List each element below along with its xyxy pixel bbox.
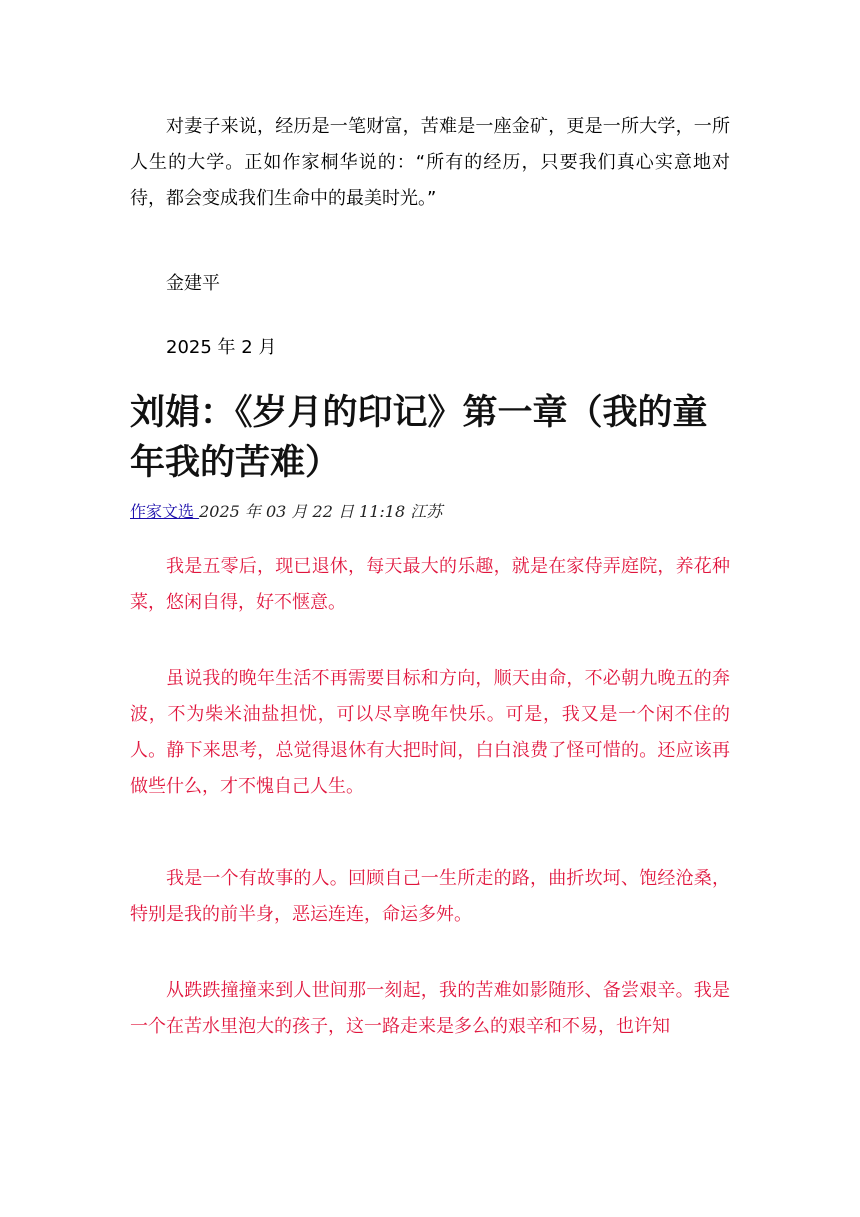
article-paragraph-4: 从跌跌撞撞来到人世间那一刻起，我的苦难如影随形、备尝艰辛。我是一个在苦水里泡大的孩子，这一路走来是多么的艰辛和不易，也许知	[130, 980, 730, 1037]
article-meta	[130, 500, 730, 524]
source-link[interactable]: 作家文选	[130, 502, 200, 521]
article-paragraph-1: 我是五零后，现已退休，每天最大的乐趣，就是在家侍弄庭院，养花种菜，悠闲自得，好不惬意。	[130, 556, 730, 613]
signature: 金建平	[166, 273, 220, 294]
publish-location: 江苏	[410, 502, 443, 521]
intro-paragraph: 对妻子来说，经历是一笔财富，苦难是一座金矿，更是一所大学，一所人生的大学。正如作家桐华说的：“所有的经历，只要我们真心实意地对待，都会变成我们生命中的最美时光。”	[130, 116, 730, 209]
article-paragraph-3: 我是一个有故事的人。回顾自己一生所走的路，曲折坎坷、饱经沧桑，特别是我的前半身，恶运连连，命运多舛。	[130, 868, 730, 925]
article-title: 刘娟：《岁月的印记》第一章（我的童年我的苦难）	[130, 392, 708, 483]
publish-datetime: 2025 年 03 月 22 日 11:18	[199, 502, 406, 521]
signature-date: 2025 年 2 月	[166, 337, 277, 358]
article-paragraph-2: 虽说我的晚年生活不再需要目标和方向，顺天由命，不必朝九晚五的奔波，不为柴米油盐担忧，可以尽享晚年快乐。可是，我又是一个闲不住的人。静下来思考，总觉得退休有大把时间，白白浪费了怪可惜的。还应该再做些什么，才不愧自己人生。	[130, 668, 730, 797]
